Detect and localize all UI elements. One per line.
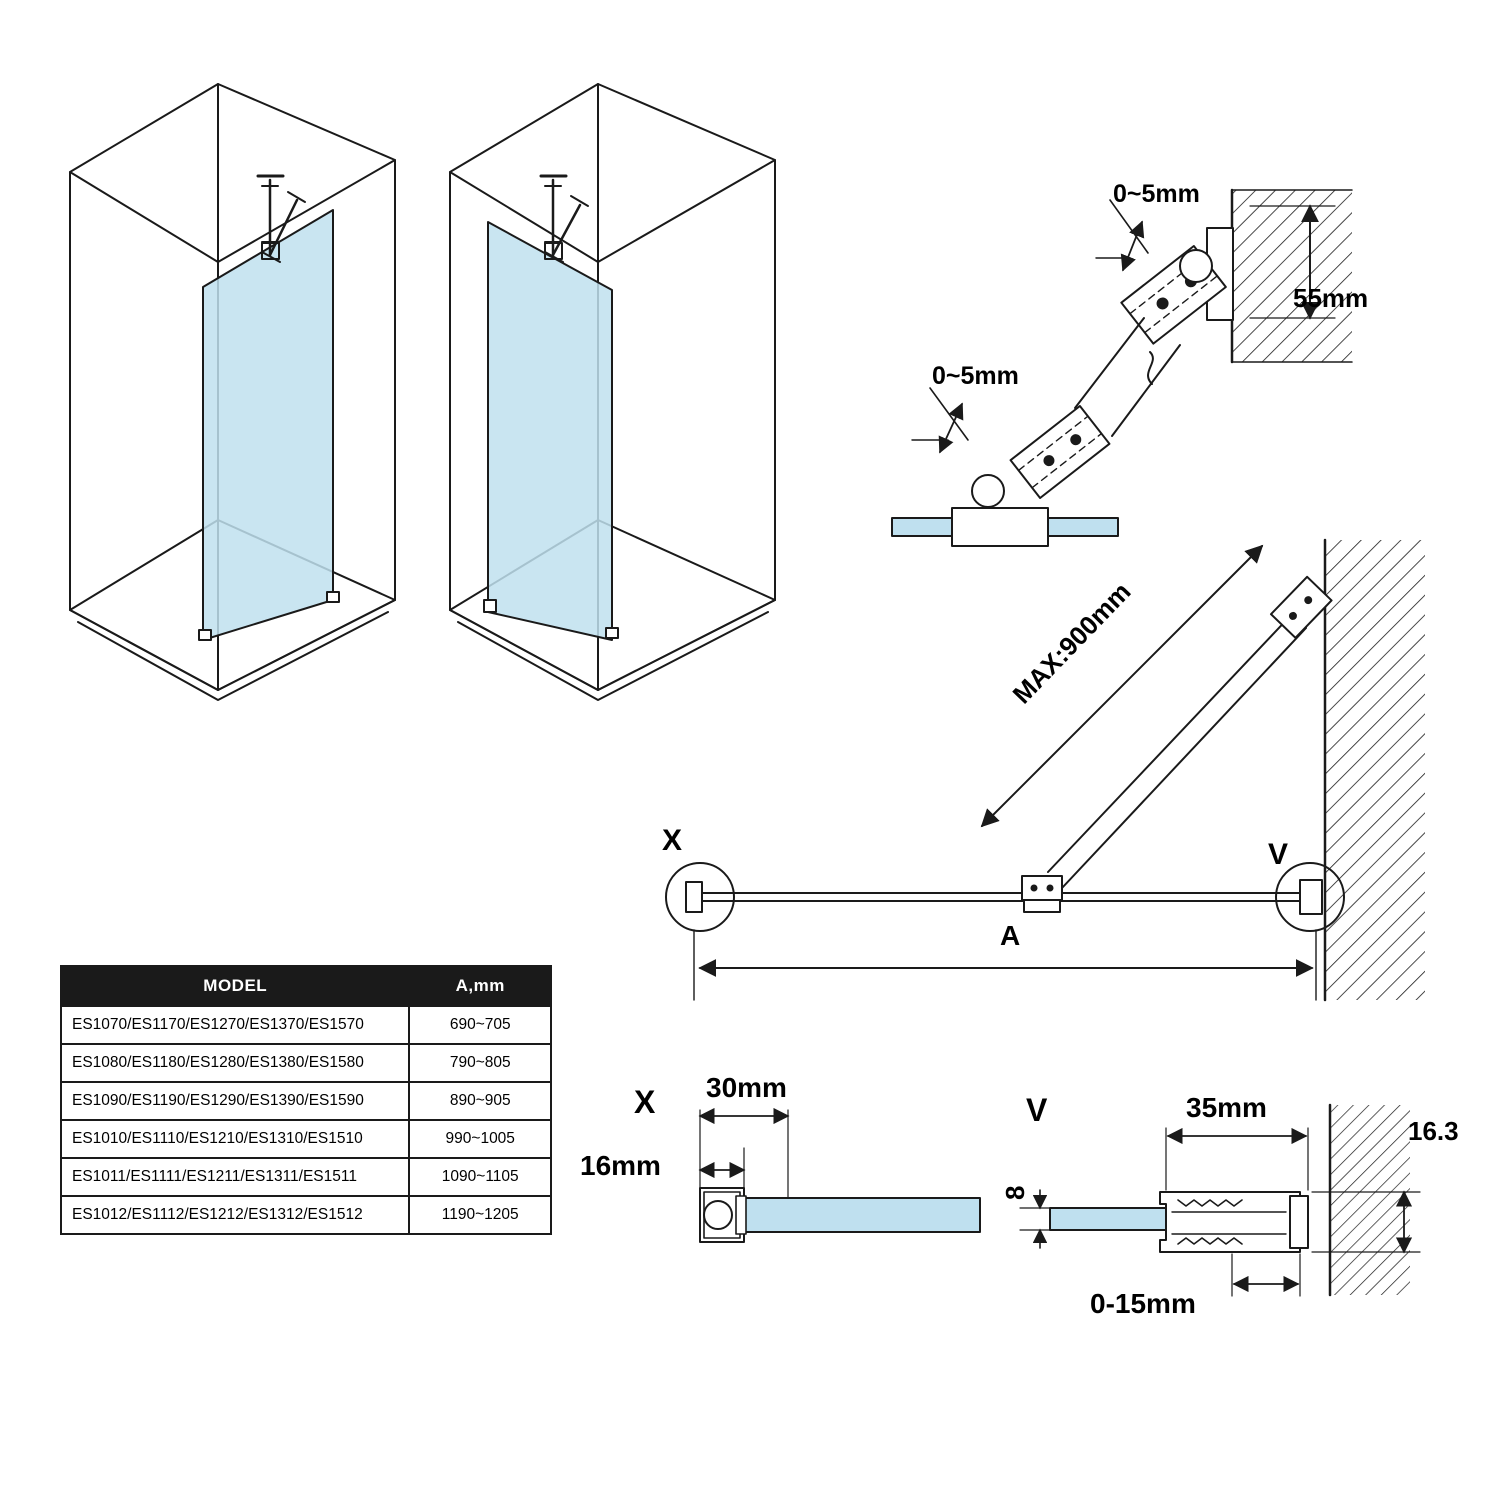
- plan-view: [666, 540, 1425, 1000]
- table-cell-a: 1190~1205: [409, 1196, 551, 1234]
- table-cell-model: ES1080/ES1180/ES1280/ES1380/ES1580: [61, 1044, 409, 1082]
- table-cell-model: ES1070/ES1170/ES1270/ES1370/ES1570: [61, 1006, 409, 1044]
- table-cell-model: ES1011/ES1111/ES1211/ES1311/ES1511: [61, 1158, 409, 1196]
- detail-x-title: X: [634, 1084, 656, 1120]
- detail-callout-v-plan: V: [1268, 838, 1289, 871]
- detail-v-profile-height: 16.3: [1408, 1116, 1459, 1146]
- table-header-model: MODEL: [61, 966, 409, 1006]
- support-bar-max-label: MAX:900mm: [1006, 576, 1137, 710]
- detail-x-inner-dim: 16mm: [580, 1150, 661, 1181]
- table-row: [61, 1082, 551, 1120]
- right-isometric-view: [450, 84, 775, 700]
- detail-x-section: [700, 1110, 980, 1242]
- table-cell-a: 990~1005: [409, 1120, 551, 1158]
- table-cell-a: 890~905: [409, 1082, 551, 1120]
- table-cell-a: 690~705: [409, 1006, 551, 1044]
- table-row: [61, 1120, 551, 1158]
- table-cell-model: ES1090/ES1190/ES1290/ES1390/ES1590: [61, 1082, 409, 1120]
- table-cell-model: ES1010/ES1110/ES1210/ES1310/ES1510: [61, 1120, 409, 1158]
- table-row: [61, 1158, 551, 1196]
- model-dimension-table: [60, 965, 552, 1235]
- table-row: [61, 1196, 551, 1234]
- wall-plate-height-label: 55mm: [1293, 283, 1369, 313]
- table-row: [61, 1044, 551, 1082]
- table-cell-a: 1090~1105: [409, 1158, 551, 1196]
- detail-v-title: V: [1026, 1092, 1048, 1128]
- detail-v-section: [1020, 1105, 1420, 1296]
- table-cell-model: ES1012/ES1112/ES1212/ES1312/ES1512: [61, 1196, 409, 1234]
- table-row: [61, 1006, 551, 1044]
- bracket-wall-gap-label: 0~5mm: [1113, 180, 1200, 208]
- left-isometric-view: [70, 84, 395, 700]
- detail-v-profile-width: 35mm: [1186, 1092, 1267, 1123]
- detail-callout-x-plan: X: [662, 824, 683, 857]
- table-cell-a: 790~805: [409, 1044, 551, 1082]
- table-header-a: A,mm: [409, 966, 551, 1006]
- overall-width-label: A: [1000, 920, 1021, 951]
- glass-thickness-label: 8: [1000, 1185, 1030, 1200]
- table-header-row: [61, 966, 551, 1006]
- detail-x-outer-dim: 30mm: [706, 1072, 787, 1103]
- detail-v-adjustment-label: 0-15mm: [1090, 1288, 1196, 1319]
- bracket-glass-gap-label: 0~5mm: [932, 362, 1019, 390]
